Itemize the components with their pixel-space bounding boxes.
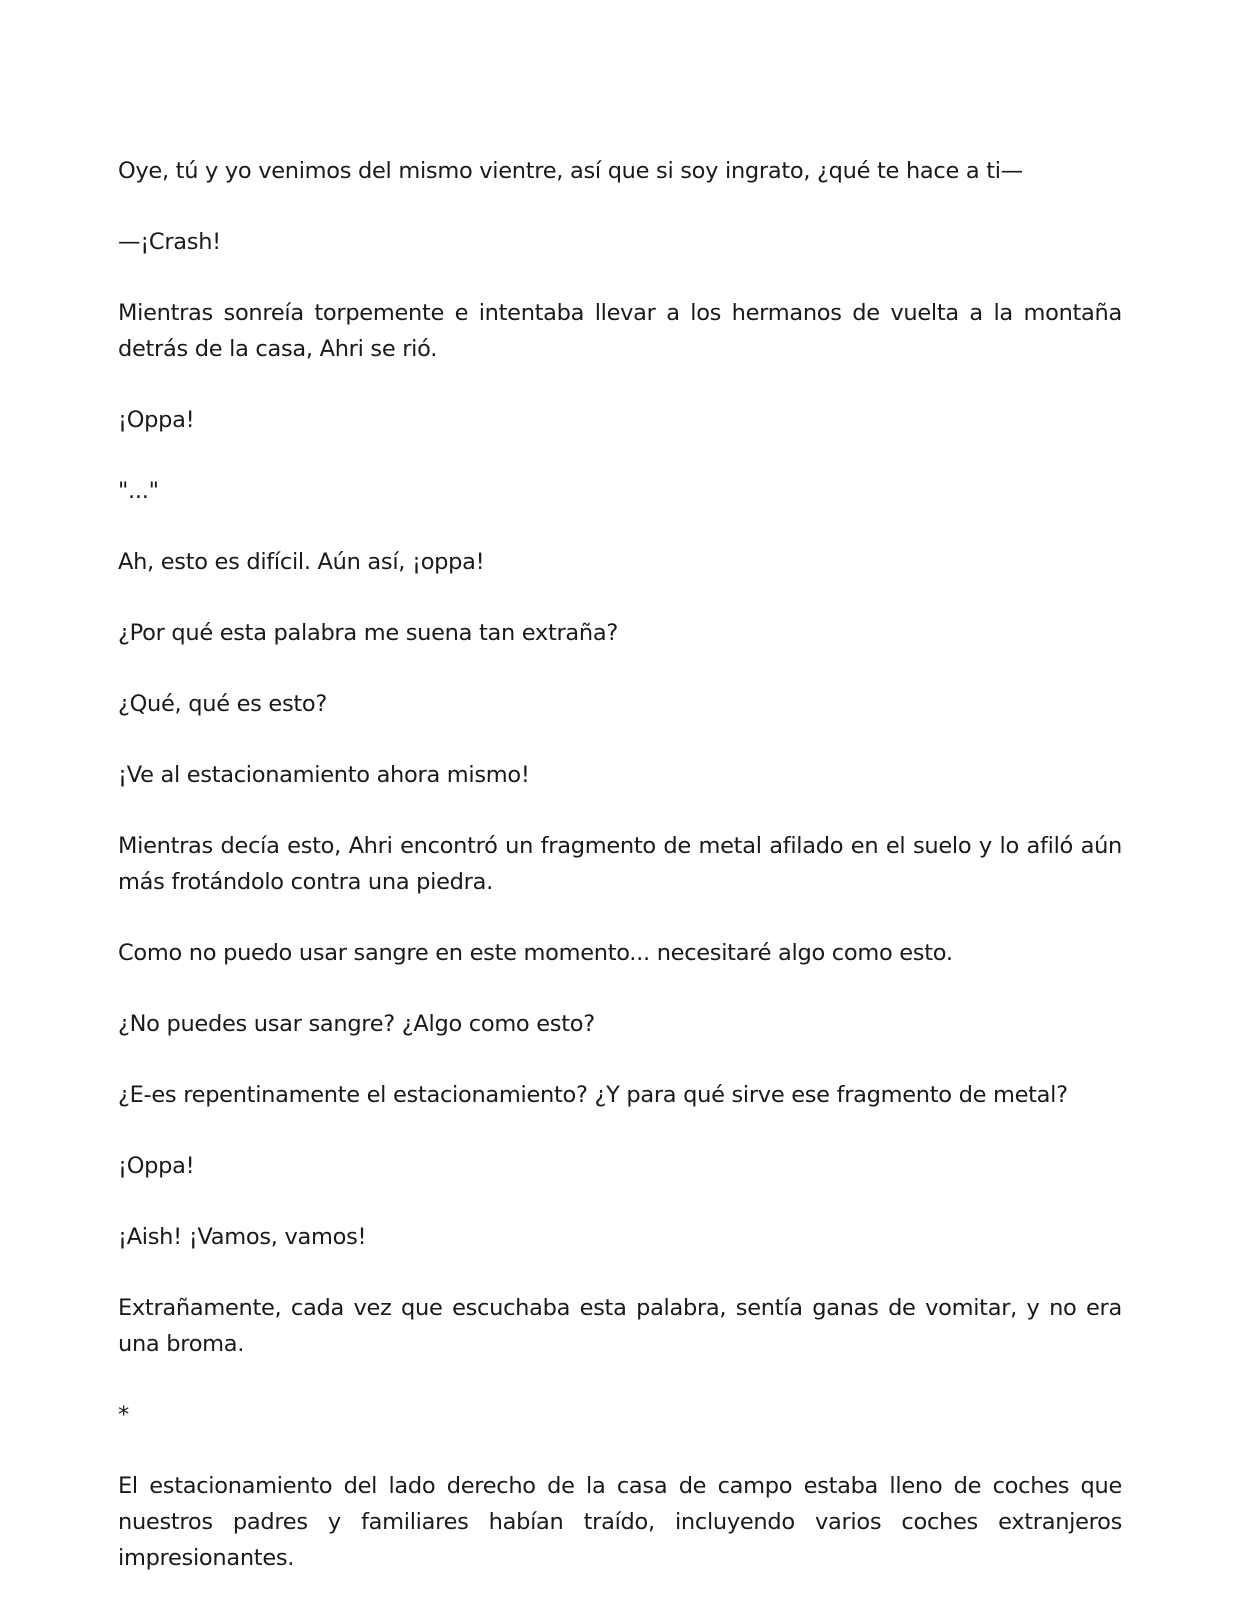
paragraph: ¡Oppa! — [118, 407, 195, 433]
paragraph: —¡Crash! — [118, 229, 221, 255]
paragraph: Extrañamente, cada vez que escuchaba esta palabra, sentía ganas de vomitar, y no era una broma. — [118, 1295, 1122, 1357]
paragraph: ¡Aish! ¡Vamos, vamos! — [118, 1224, 367, 1250]
paragraph: ¿Qué, qué es esto? — [118, 691, 328, 717]
document-body — [118, 153, 1122, 1576]
paragraph: ¿Por qué esta palabra me suena tan extraña? — [118, 620, 618, 646]
paragraph: ¡Oppa! — [118, 1153, 195, 1179]
section-break: * — [118, 1402, 129, 1428]
paragraph: Como no puedo usar sangre en este momento... necesitaré algo como esto. — [118, 940, 953, 966]
paragraph: Ah, esto es difícil. Aún así, ¡oppa! — [118, 549, 485, 575]
paragraph: ¿No puedes usar sangre? ¿Algo como esto? — [118, 1011, 595, 1037]
paragraph: Mientras decía esto, Ahri encontró un fragmento de metal afilado en el suelo y lo afiló aún más frotándolo contra una piedra. — [118, 833, 1122, 895]
paragraph: ¡Ve al estacionamiento ahora mismo! — [118, 762, 530, 788]
paragraph: Oye, tú y yo venimos del mismo vientre, así que si soy ingrato, ¿qué te hace a ti— — [118, 158, 1023, 184]
paragraph: Mientras sonreía torpemente e intentaba llevar a los hermanos de vuelta a la montaña detrás de la casa, Ahri se rió. — [118, 300, 1122, 362]
paragraph: El estacionamiento del lado derecho de la casa de campo estaba lleno de coches que nuestros padres y familiares habían traído, incluyendo varios coches extranjeros impresionantes. — [118, 1473, 1122, 1571]
paragraph: ¿E-es repentinamente el estacionamiento? ¿Y para qué sirve ese fragmento de metal? — [118, 1082, 1068, 1108]
paragraph: "..." — [118, 478, 159, 504]
